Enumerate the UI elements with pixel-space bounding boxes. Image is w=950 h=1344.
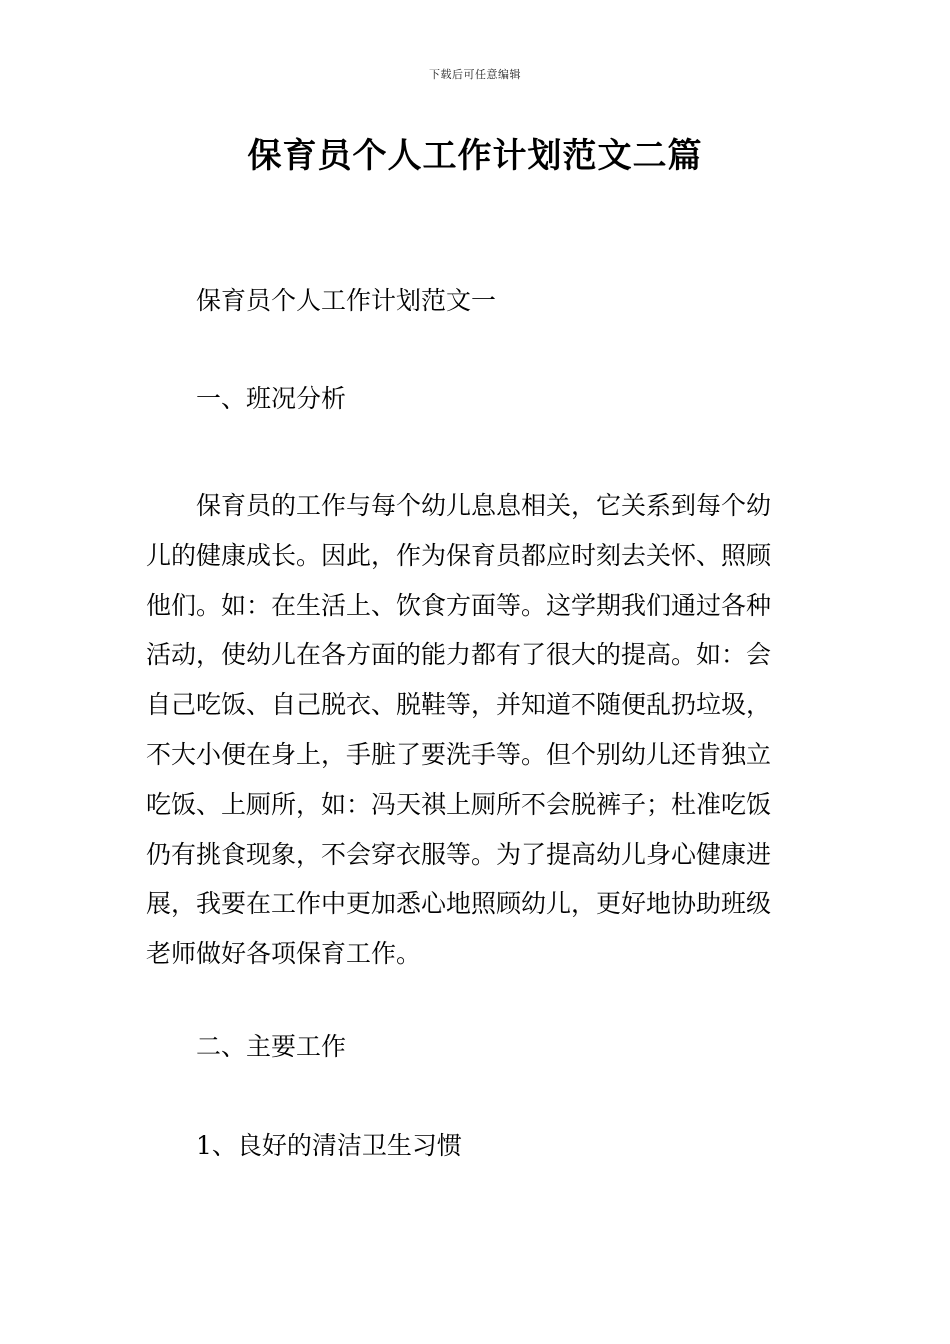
paragraph-line: 仍有挑食现象，不会穿衣服等。为了提高幼儿身心健康进 bbox=[146, 839, 772, 869]
paragraph-line: 保育员的工作与每个幼儿息息相关，它关系到每个幼 bbox=[196, 491, 772, 520]
section-1-heading: 一、班况分析 bbox=[196, 384, 347, 413]
header-note: 下载后可任意编辑 bbox=[429, 68, 521, 81]
paragraph-line: 他们。如：在生活上、饮食方面等。这学期我们通过各种 bbox=[146, 590, 772, 620]
paragraph-line: 自己吃饭、自己脱衣、脱鞋等，并知道不随便乱扔垃圾， bbox=[146, 690, 772, 720]
paragraph-line: 展，我要在工作中更加悉心地照顾幼儿，更好地协助班级 bbox=[146, 889, 772, 919]
section-2-heading: 二、主要工作 bbox=[196, 1032, 347, 1061]
paragraph-line: 活动，使幼儿在各方面的能力都有了很大的提高。如：会 bbox=[146, 640, 772, 670]
paragraph-line: 儿的健康成长。因此，作为保育员都应时刻去关怀、照顾 bbox=[146, 540, 772, 570]
paragraph-line: 吃饭、上厕所，如：冯天祺上厕所不会脱裤子；杜准吃饭 bbox=[146, 789, 772, 819]
section-1-paragraph bbox=[146, 481, 806, 979]
section-subtitle: 保育员个人工作计划范文一 bbox=[196, 286, 497, 315]
paragraph-line: 老师做好各项保育工作。 bbox=[146, 939, 422, 969]
document-title: 保育员个人工作计划范文二篇 bbox=[247, 136, 703, 176]
section-2-item-1: 1、良好的清洁卫生习惯 bbox=[196, 1131, 462, 1160]
paragraph-line: 不大小便在身上，手脏了要洗手等。但个别幼儿还肯独立 bbox=[146, 739, 772, 769]
